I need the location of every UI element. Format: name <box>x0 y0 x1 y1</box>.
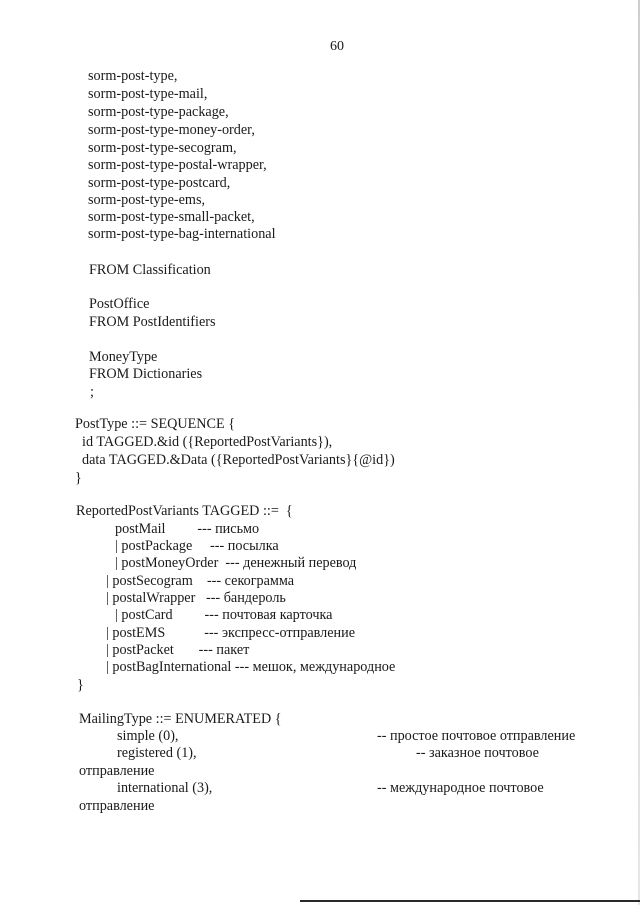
code-line: international (3), <box>117 780 213 796</box>
code-line: sorm-post-type, <box>88 68 178 84</box>
code-line: ReportedPostVariants TAGGED ::= { <box>76 503 293 519</box>
code-line: PostOffice <box>89 296 150 312</box>
code-line: data TAGGED.&Data ({ReportedPostVariants}{@id}) <box>82 452 395 468</box>
code-line: sorm-post-type-postcard, <box>88 175 231 191</box>
code-line: registered (1), <box>117 745 197 761</box>
code-line: | postPacket --- пакет <box>106 642 250 658</box>
code-line: sorm-post-type-mail, <box>88 86 208 102</box>
code-line: | postCard --- почтовая карточка <box>115 607 333 623</box>
code-line: | postMoneyOrder --- денежный перевод <box>115 555 357 571</box>
code-line: MoneyType <box>89 349 158 365</box>
code-line: } <box>77 677 84 693</box>
code-line: -- международное почтовое <box>377 780 544 796</box>
code-line: FROM Dictionaries <box>89 366 203 382</box>
code-line: MailingType ::= ENUMERATED { <box>79 711 282 727</box>
code-line: sorm-post-type-package, <box>88 104 229 120</box>
code-line: } <box>75 470 82 486</box>
code-line: | postalWrapper --- бандероль <box>106 590 286 606</box>
code-line: sorm-post-type-money-order, <box>88 122 255 138</box>
code-line: PostType ::= SEQUENCE { <box>75 416 236 432</box>
code-line: FROM Classification <box>89 262 211 278</box>
code-line: sorm-post-type-small-packet, <box>88 209 255 225</box>
code-line: | postBagInternational --- мешок, международное <box>106 659 396 675</box>
code-line: simple (0), <box>117 728 179 744</box>
code-line: ; <box>90 384 94 400</box>
code-line: | postSecogram --- секограмма <box>106 573 295 589</box>
scan-noise <box>8 894 288 895</box>
code-line: | postPackage --- посылка <box>115 538 279 554</box>
code-line: sorm-post-type-secogram, <box>88 140 237 156</box>
code-line: sorm-post-type-bag-international <box>88 226 276 242</box>
code-line: sorm-post-type-ems, <box>88 192 206 208</box>
code-line: postMail --- письмо <box>115 521 260 537</box>
code-line: -- заказное почтовое <box>416 745 539 761</box>
scan-bottom-border <box>300 900 640 902</box>
code-line: отправление <box>79 763 155 779</box>
page-number: 60 <box>330 39 344 54</box>
code-line: -- простое почтовое отправление <box>377 728 576 744</box>
code-line: отправление <box>79 798 155 814</box>
code-line: FROM PostIdentifiers <box>89 314 216 330</box>
code-line: id TAGGED.&id ({ReportedPostVariants}), <box>82 434 333 450</box>
code-line: sorm-post-type-postal-wrapper, <box>88 157 267 173</box>
code-line: | postEMS --- экспресс-отправление <box>106 625 355 641</box>
